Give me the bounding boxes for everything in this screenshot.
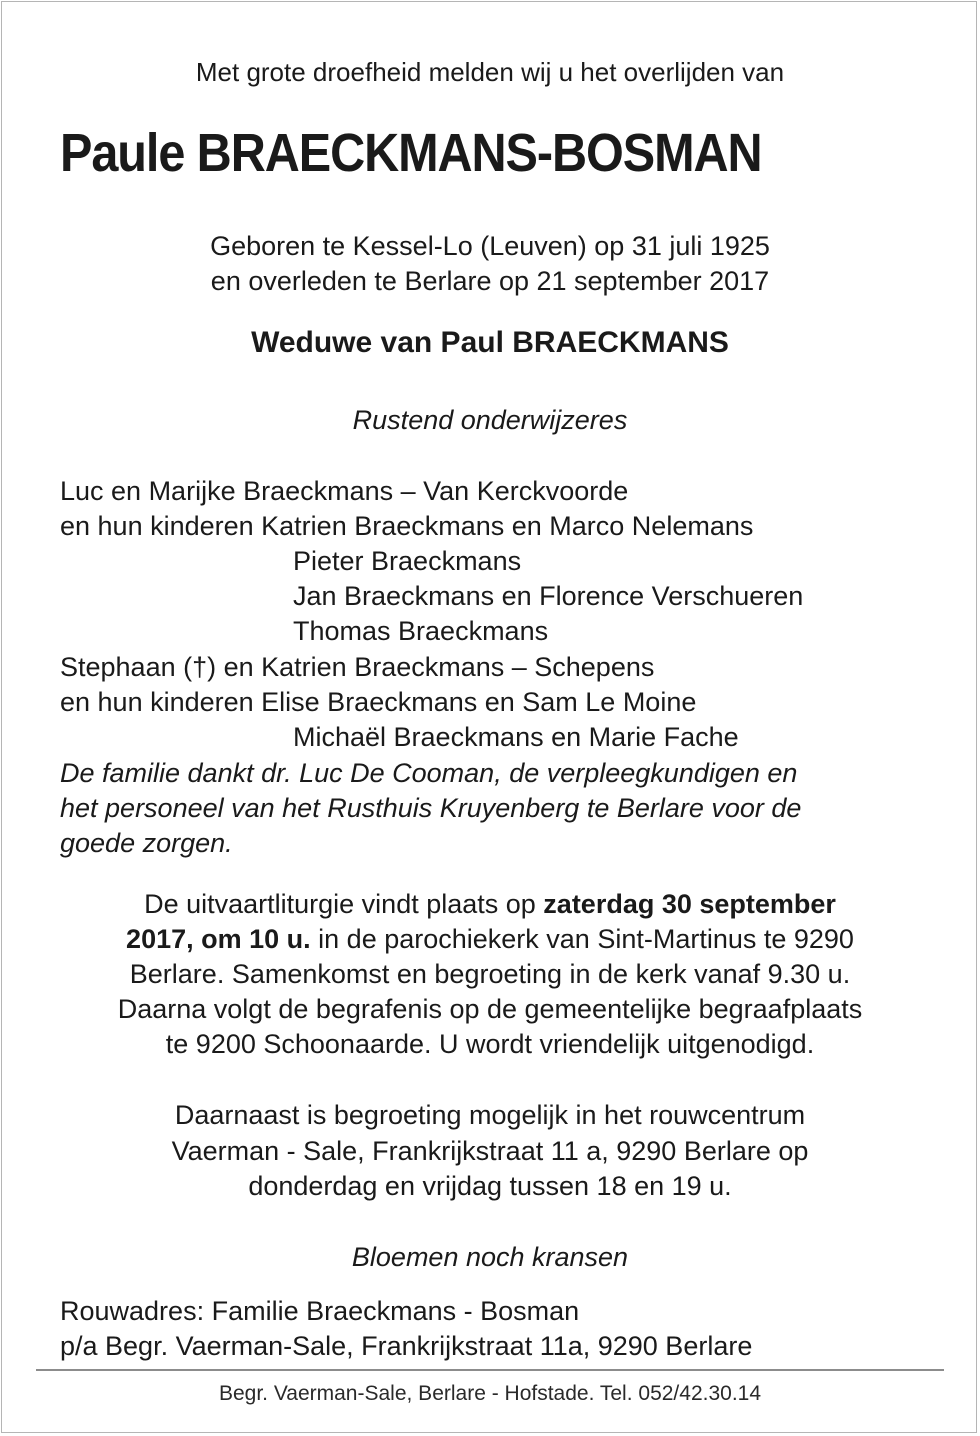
funeral-text: in de parochiekerk van Sint-Martinus te 9290 bbox=[310, 924, 854, 954]
family-line: Luc en Marijke Braeckmans – Van Kerckvoorde bbox=[60, 476, 629, 506]
funeral-home-footer: Begr. Vaerman-Sale, Berlare - Hofstade. Tel. 052/42.30.14 bbox=[218, 1382, 762, 1405]
funeral-time: 2017, om 10 u. bbox=[126, 924, 311, 954]
mourning-address-line: p/a Begr. Vaerman-Sale, Frankrijkstraat 11a, 9290 Berlare bbox=[60, 1331, 753, 1361]
deceased-name: Paule BRAECKMANS-BOSMAN bbox=[60, 123, 762, 183]
family-line: Pieter Braeckmans bbox=[293, 546, 522, 576]
funeral-date: zaterdag 30 september bbox=[543, 889, 836, 919]
family-line: Thomas Braeckmans bbox=[293, 616, 549, 646]
funeral-line: Daarna volgt de begrafenis op de gemeentelijke begraafplaats bbox=[117, 994, 863, 1024]
intro-text: Met grote droefheid melden wij u het overlijden van bbox=[195, 57, 785, 87]
family-line: en hun kinderen Katrien Braeckmans en Marco Nelemans bbox=[60, 511, 754, 541]
death-line: en overleden te Berlare op 21 september 2017 bbox=[210, 266, 770, 296]
visitation-line: Daarnaast is begroeting mogelijk in het rouwcentrum bbox=[174, 1100, 806, 1130]
mourning-address-line: Rouwadres: Familie Braeckmans - Bosman bbox=[60, 1296, 580, 1326]
funeral-line: te 9200 Schoonaarde. U wordt vriendelijk uitgenodigd. bbox=[165, 1029, 815, 1059]
funeral-text: De uitvaartliturgie vindt plaats op bbox=[144, 889, 544, 919]
visitation-line: Vaerman - Sale, Frankrijkstraat 11 a, 9290 Berlare op bbox=[171, 1136, 809, 1166]
acknowledgement-line: goede zorgen. bbox=[60, 828, 233, 858]
acknowledgement-line: De familie dankt dr. Luc De Cooman, de verpleegkundigen en bbox=[60, 758, 798, 788]
footer-divider bbox=[36, 1369, 944, 1371]
funeral-line bbox=[0, 922, 980, 957]
acknowledgement-line: het personeel van het Rusthuis Kruyenberg te Berlare voor de bbox=[60, 793, 802, 823]
flowers-note: Bloemen noch kransen bbox=[351, 1242, 629, 1272]
family-line: en hun kinderen Elise Braeckmans en Sam Le Moine bbox=[60, 687, 697, 717]
family-line: Jan Braeckmans en Florence Verschueren bbox=[293, 581, 804, 611]
birth-line: Geboren te Kessel-Lo (Leuven) op 31 juli 1925 bbox=[210, 231, 770, 261]
family-line: Michaël Braeckmans en Marie Fache bbox=[293, 722, 739, 752]
funeral-line bbox=[0, 887, 980, 922]
funeral-line: Berlare. Samenkomst en begroeting in de kerk vanaf 9.30 u. bbox=[129, 959, 851, 989]
widow-of: Weduwe van Paul BRAECKMANS bbox=[251, 326, 729, 359]
occupation: Rustend onderwijzeres bbox=[352, 405, 628, 435]
family-line: Stephaan (†) en Katrien Braeckmans – Schepens bbox=[60, 652, 655, 682]
visitation-line: donderdag en vrijdag tussen 18 en 19 u. bbox=[248, 1171, 732, 1201]
